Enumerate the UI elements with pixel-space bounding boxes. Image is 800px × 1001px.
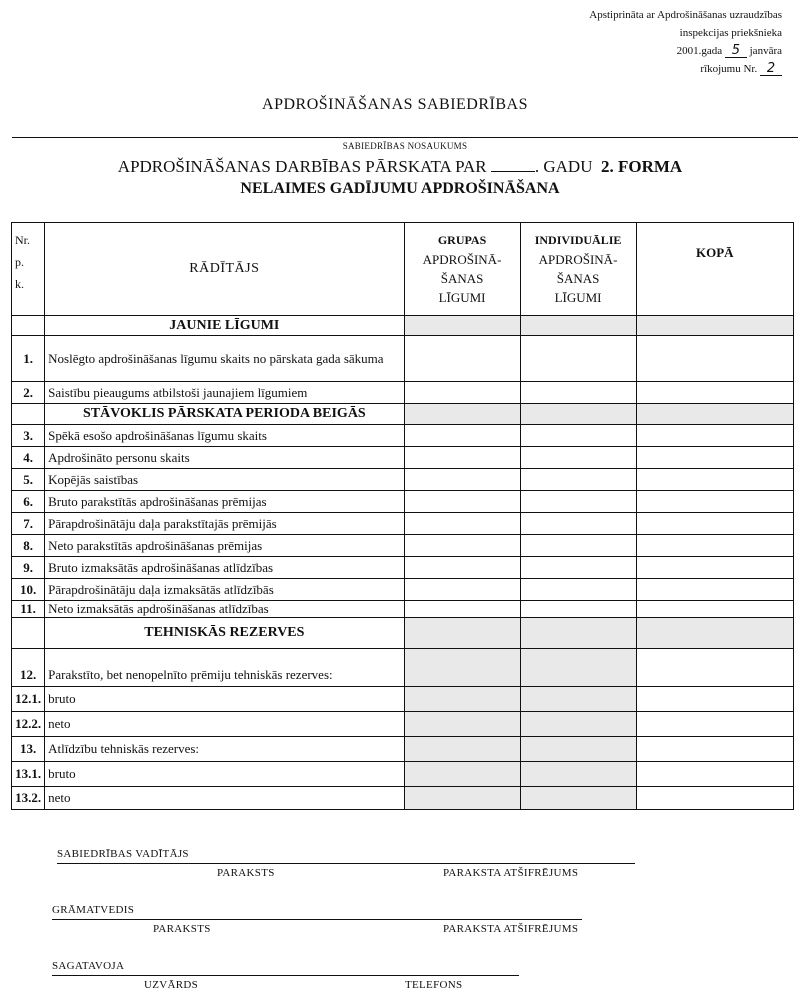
cell-individual[interactable]: [520, 601, 636, 618]
row-label: Parakstīto, bet nenopelnīto prēmiju tehniskās rezerves:: [45, 649, 404, 687]
section-period-end: [12, 404, 794, 425]
cell-total[interactable]: [636, 737, 793, 762]
row-label: neto: [45, 787, 404, 810]
approval-line-3: [589, 42, 782, 60]
cell-individual: [520, 762, 636, 787]
cell-group[interactable]: [404, 336, 520, 382]
row-label: Spēkā esošo apdrošināšanas līgumu skaits: [45, 425, 404, 447]
cell-individual[interactable]: [520, 579, 636, 601]
row-label: Neto parakstītās apdrošināšanas prēmijas: [45, 535, 404, 557]
section-new-contracts: [12, 316, 794, 336]
cell-individual[interactable]: [520, 336, 636, 382]
cell-individual: [520, 737, 636, 762]
prepared-phone-caption: TELEFONS: [405, 979, 463, 991]
row-label: neto: [45, 712, 404, 737]
approval-order-prefix: rīkojumu Nr.: [700, 63, 758, 75]
accountant-decode-caption: PARAKSTA ATŠIFRĒJUMS: [443, 923, 579, 935]
cell-individual[interactable]: [520, 491, 636, 513]
table-row: 12.1. bruto: [12, 687, 794, 712]
table-row: 9. Bruto izmaksātās apdrošināšanas atlīdzības: [12, 557, 794, 579]
cell-individual: [520, 687, 636, 712]
row-label: Apdrošināto personu skaits: [45, 447, 404, 469]
cell-group[interactable]: [404, 535, 520, 557]
cell-total[interactable]: [636, 491, 793, 513]
approval-line-1: Apstiprināta ar Apdrošināšanas uzraudzības: [589, 9, 782, 21]
form-number: 2. FORMA: [600, 157, 683, 176]
cell-group[interactable]: [404, 601, 520, 618]
cell-individual: [520, 649, 636, 687]
section-title: STĀVOKLIS PĀRSKATA PERIODA BEIGĀS: [45, 404, 404, 425]
report-subtitle: NELAIMES GADĪJUMU APDROŠINĀŠANA: [240, 180, 560, 197]
table-row: 13.2. neto: [12, 787, 794, 810]
header-group-contracts: GRUPAS APDROŠINĀ- ŠANAS LĪGUMI: [404, 223, 520, 316]
table-row: 13. Atlīdzību tehniskās rezerves:: [12, 737, 794, 762]
cell-individual: [520, 712, 636, 737]
approval-day: 5: [725, 44, 747, 58]
accountant-label: GRĀMATVEDIS: [52, 904, 135, 916]
section-title: TEHNISKĀS REZERVES: [45, 618, 404, 649]
report-table: [11, 222, 794, 810]
row-label: Neto izmaksātās apdrošināšanas atlīdzības: [45, 601, 404, 618]
report-title-prefix: APDROŠINĀŠANAS DARBĪBAS PĀRSKATA PAR: [117, 157, 487, 176]
table-row: 1. Noslēgto apdrošināšanas līgumu skaits no pārskata gada sākuma: [12, 336, 794, 382]
table-row: 12.2. neto: [12, 712, 794, 737]
cell-individual[interactable]: [520, 425, 636, 447]
cell-individual[interactable]: [520, 513, 636, 535]
header-indicator: RĀDĪTĀJS: [45, 223, 404, 316]
cell-individual[interactable]: [520, 557, 636, 579]
row-label: bruto: [45, 687, 404, 712]
report-title-suffix: . GADU: [534, 157, 593, 176]
row-label: bruto: [45, 762, 404, 787]
cell-group[interactable]: [404, 425, 520, 447]
section-technical-reserves: [12, 618, 794, 649]
cell-group[interactable]: [404, 447, 520, 469]
prepared-line[interactable]: [52, 975, 519, 976]
table-row: 12. Parakstīto, bet nenopelnīto prēmiju tehniskās rezerves:: [12, 649, 794, 687]
head-label: SABIEDRĪBAS VADĪTĀJS: [57, 848, 189, 860]
row-label: Noslēgto apdrošināšanas līgumu skaits no pārskata gada sākuma: [45, 336, 404, 382]
accountant-signature-caption: PARAKSTS: [153, 923, 211, 935]
approval-line-2: inspekcijas priekšnieka: [679, 27, 782, 39]
cell-group[interactable]: [404, 579, 520, 601]
cell-total[interactable]: [636, 425, 793, 447]
cell-total[interactable]: [636, 557, 793, 579]
cell-total[interactable]: [636, 469, 793, 491]
table-row: 2. Saistību pieaugums atbilstoši jaunajiem līgumiem: [12, 382, 794, 404]
cell-group: [404, 687, 520, 712]
company-name-line: [12, 137, 798, 138]
table-header-row: [12, 223, 794, 316]
cell-total[interactable]: [636, 535, 793, 557]
cell-total[interactable]: [636, 649, 793, 687]
table-row: 7. Pārapdrošinātāju daļa parakstītajās prēmijās: [12, 513, 794, 535]
row-label: Bruto izmaksātās apdrošināšanas atlīdzības: [45, 557, 404, 579]
table-row: 13.1. bruto: [12, 762, 794, 787]
approval-date-prefix: 2001.gada: [676, 45, 723, 57]
cell-group[interactable]: [404, 491, 520, 513]
cell-group: [404, 649, 520, 687]
table-row: 10. Pārapdrošinātāju daļa izmaksātās atlīdzībās: [12, 579, 794, 601]
cell-total[interactable]: [636, 336, 793, 382]
head-signature-caption: PARAKSTS: [217, 867, 275, 879]
approval-line-4: [589, 60, 782, 78]
head-signature-line[interactable]: [57, 863, 635, 864]
report-title: [0, 157, 800, 177]
cell-total[interactable]: [636, 513, 793, 535]
row-label: Pārapdrošinātāju daļa izmaksātās atlīdzībās: [45, 579, 404, 601]
cell-group[interactable]: [404, 469, 520, 491]
cell-total[interactable]: [636, 579, 793, 601]
cell-total[interactable]: [636, 601, 793, 618]
header-nr: Nr. p. k.: [12, 223, 45, 316]
cell-total[interactable]: [636, 712, 793, 737]
cell-individual[interactable]: [520, 382, 636, 404]
table-row: 5. Kopējās saistības: [12, 469, 794, 491]
company-name-caption: SABIEDRĪBAS NOSAUKUMS: [342, 141, 468, 151]
cell-individual[interactable]: [520, 447, 636, 469]
row-label: Bruto parakstītās apdrošināšanas prēmijas: [45, 491, 404, 513]
cell-individual: [520, 787, 636, 810]
table-row: 4. Apdrošināto personu skaits: [12, 447, 794, 469]
row-label: Atlīdzību tehniskās rezerves:: [45, 737, 404, 762]
prepared-name-caption: UZVĀRDS: [144, 979, 199, 991]
cell-group: [404, 787, 520, 810]
cell-total[interactable]: [636, 447, 793, 469]
row-label: Saistību pieaugums atbilstoši jaunajiem līgumiem: [45, 382, 404, 404]
cell-total[interactable]: [636, 687, 793, 712]
cell-group: [404, 762, 520, 787]
cell-group[interactable]: [404, 557, 520, 579]
cell-total[interactable]: [636, 762, 793, 787]
cell-group: [404, 737, 520, 762]
table-row: 11. Neto izmaksātās apdrošināšanas atlīdzības: [12, 601, 794, 618]
approval-note: [589, 6, 782, 78]
cell-total[interactable]: [636, 787, 793, 810]
accountant-signature-line[interactable]: [52, 919, 582, 920]
approval-order-number: 2: [760, 62, 782, 76]
table-row: 8. Neto parakstītās apdrošināšanas prēmijas: [12, 535, 794, 557]
section-title: JAUNIE LĪGUMI: [45, 316, 404, 336]
header-total: KOPĀ: [636, 223, 793, 316]
cell-individual[interactable]: [520, 469, 636, 491]
table-row: 6. Bruto parakstītās apdrošināšanas prēmijas: [12, 491, 794, 513]
company-title: APDROŠINĀŠANAS SABIEDRĪBAS: [262, 96, 528, 113]
year-blank[interactable]: [491, 157, 535, 172]
cell-group[interactable]: [404, 382, 520, 404]
cell-group: [404, 712, 520, 737]
cell-group[interactable]: [404, 513, 520, 535]
row-label: Kopējās saistības: [45, 469, 404, 491]
prepared-label: SAGATAVOJA: [52, 960, 125, 972]
row-label: Pārapdrošinātāju daļa parakstītajās prēmijās: [45, 513, 404, 535]
header-individual-contracts: INDIVIDUĀLIE APDROŠINĀ- ŠANAS LĪGUMI: [520, 223, 636, 316]
table-row: 3. Spēkā esošo apdrošināšanas līgumu skaits: [12, 425, 794, 447]
cell-individual[interactable]: [520, 535, 636, 557]
approval-month: janvāra: [749, 45, 782, 57]
cell-total[interactable]: [636, 382, 793, 404]
head-decode-caption: PARAKSTA ATŠIFRĒJUMS: [443, 867, 579, 879]
